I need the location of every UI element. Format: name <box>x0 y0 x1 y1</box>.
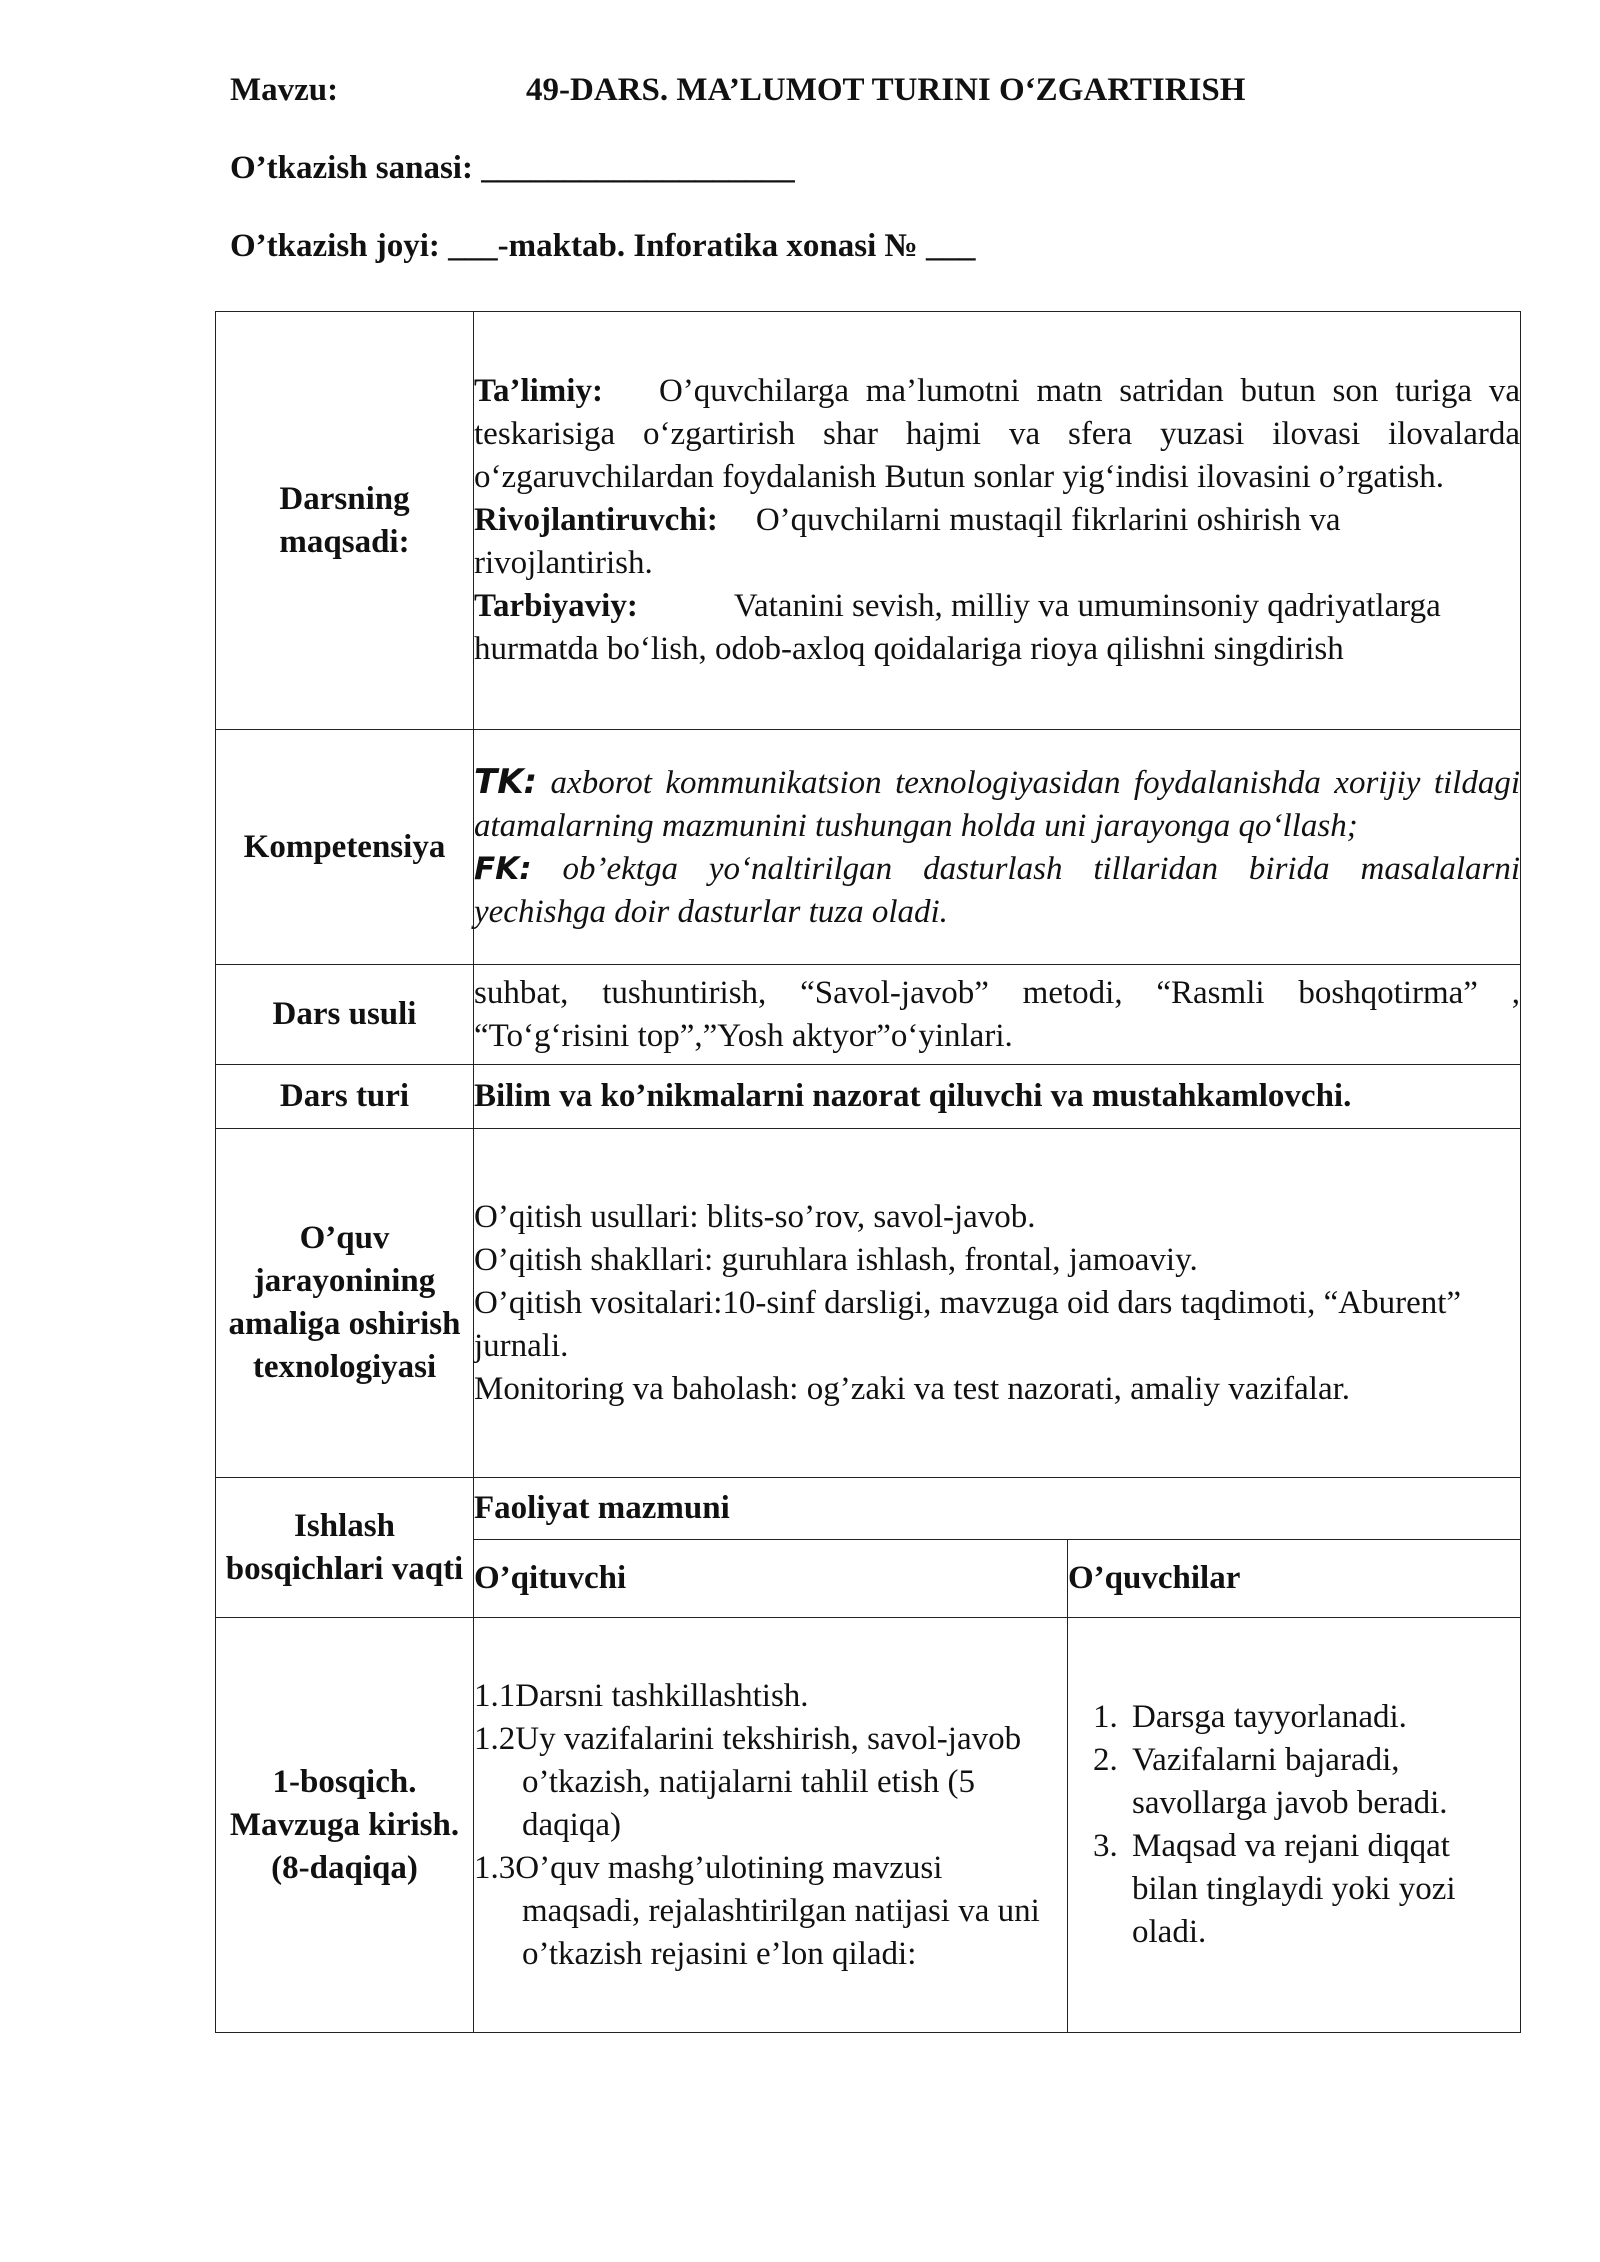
teacher-step-list <box>474 1675 1067 1976</box>
teacher-step: 1.3O’quv mashg’ulotining mavzusi maqsadi, rejalashtirilgan natijasi va uni o’tkazish rejasini e’lon qiladi: <box>474 1849 1040 1972</box>
educational-label: Ta’limiy: <box>474 373 603 409</box>
competence-label: Kompetensiya <box>216 730 474 965</box>
place-line: O’tkazish joyi: ___-maktab. Inforatika xonasi № ___ <box>230 228 976 264</box>
upbringing-label: Tarbiyaviy: <box>474 588 638 624</box>
date-line <box>230 150 795 187</box>
goals-row <box>216 312 1521 730</box>
developmental-label: Rivojlantiruvchi: <box>474 502 718 538</box>
tk-label: TK: <box>474 761 538 802</box>
teacher-step: 1.1Darsni tashkillashtish. <box>474 1677 809 1714</box>
lesson-plan-table <box>215 311 1521 2033</box>
tk-competence <box>474 761 1520 848</box>
stages-label: Ishlash bosqichlari vaqti <box>216 1478 474 1618</box>
lesson-type-text: Bilim va ko’nikmalarni nazorat qiluvchi va mustahkamlovchi. <box>474 1065 1521 1129</box>
competence-content <box>474 730 1521 965</box>
fk-competence <box>474 848 1520 934</box>
teacher-step: 1.2Uy vazifalarini tekshirish, savol-javob o’tkazish, natijalarni tahlil etish (5 daqiqa) <box>474 1720 1022 1843</box>
upbringing-goal <box>474 585 1520 671</box>
student-step: 2. Vazifalarni bajaradi, savollarga javob beradi. <box>1126 1739 1520 1825</box>
activity-header: Faoliyat mazmuni <box>474 1478 1521 1540</box>
developmental-text: O’quvchilarni mustaqil fikrlarini oshirish va rivojlantirish. <box>474 502 1341 581</box>
developmental-goal <box>474 499 1520 585</box>
method-label: Dars usuli <box>216 965 474 1065</box>
fk-label: FK: <box>474 850 532 887</box>
stage1-row <box>216 1618 1521 2033</box>
technology-line: Monitoring va baholash: og’zaki va test nazorati, amaliy vazifalar. <box>474 1370 1351 1407</box>
date-blank: ___________________ <box>481 150 795 186</box>
upbringing-text: Vatanini sevish, milliy va umuminsoniy qadriyatlarga hurmatda bo‘lish, odob-axloq qoidalariga rioya qilishni singdirish <box>474 588 1441 667</box>
teacher-header: O’qituvchi <box>474 1540 1068 1618</box>
educational-text: O’quvchilarga ma’lumotni matn satridan butun son turiga va teskarisiga o‘zgartirish shar hajmi va sfera yuzasi ilovasi ilovalarda o‘zgaruvchilardan foydalanish Butun sonlar yig‘indisi ilovasini o’rgatish. <box>474 373 1521 495</box>
technology-content <box>474 1129 1521 1478</box>
stage1-students <box>1068 1618 1521 2033</box>
method-text: suhbat, tushuntirish, “Savol-javob” metodi, “Rasmli boshqotirma” , “To‘g‘risini top”,”Yosh aktyor”o‘yinlari. <box>474 965 1521 1065</box>
lesson-type-row <box>216 1065 1521 1129</box>
goals-content <box>474 312 1521 730</box>
technology-label: O’quv jarayonining amaliga oshirish texnologiyasi <box>216 1129 474 1478</box>
stage1-label: 1-bosqich. Mavzuga kirish. (8-daqiqa) <box>216 1618 474 2033</box>
topic-label: Mavzu: <box>230 72 339 108</box>
technology-line: O’qitish usullari: blits-so’rov, savol-javob. <box>474 1198 1036 1235</box>
student-step: 1. Darsga tayyorlanadi. <box>1126 1696 1520 1739</box>
stage1-teacher <box>474 1618 1068 2033</box>
date-label: O’tkazish sanasi: <box>230 150 473 186</box>
tk-text: axborot kommunikatsion texnologiyasidan foydalanishda xorijiy tildagi atamalarning mazmunini tushungan holda uni jarayonga qo‘llash; <box>474 764 1521 844</box>
lesson-topic: 49-DARS. MA’LUMOT TURINI O‘ZGARTIRISH <box>526 72 1246 108</box>
student-step-list <box>1072 1696 1520 1954</box>
method-row <box>216 965 1521 1065</box>
activity-header-row <box>216 1478 1521 1540</box>
student-step: 3. Maqsad va rejani diqqat bilan tinglaydi yoki yozi oladi. <box>1126 1825 1520 1954</box>
students-header: O’quvchilar <box>1068 1540 1521 1618</box>
lesson-type-label: Dars turi <box>216 1065 474 1129</box>
fk-text: ob’ektga yo‘naltirilgan dasturlash tillaridan birida masalalarni yechishga doir dasturlar tuza oladi. <box>474 850 1521 930</box>
educational-goal <box>474 370 1520 499</box>
technology-row <box>216 1129 1521 1478</box>
technology-line: O’qitish vositalari:10-sinf darsligi, mavzuga oid dars taqdimoti, “Aburent” jurnali. <box>474 1284 1462 1364</box>
competence-row <box>216 730 1521 965</box>
goals-label: Darsning maqsadi: <box>216 312 474 730</box>
technology-line: O’qitish shakllari: guruhlara ishlash, frontal, jamoaviy. <box>474 1241 1198 1278</box>
